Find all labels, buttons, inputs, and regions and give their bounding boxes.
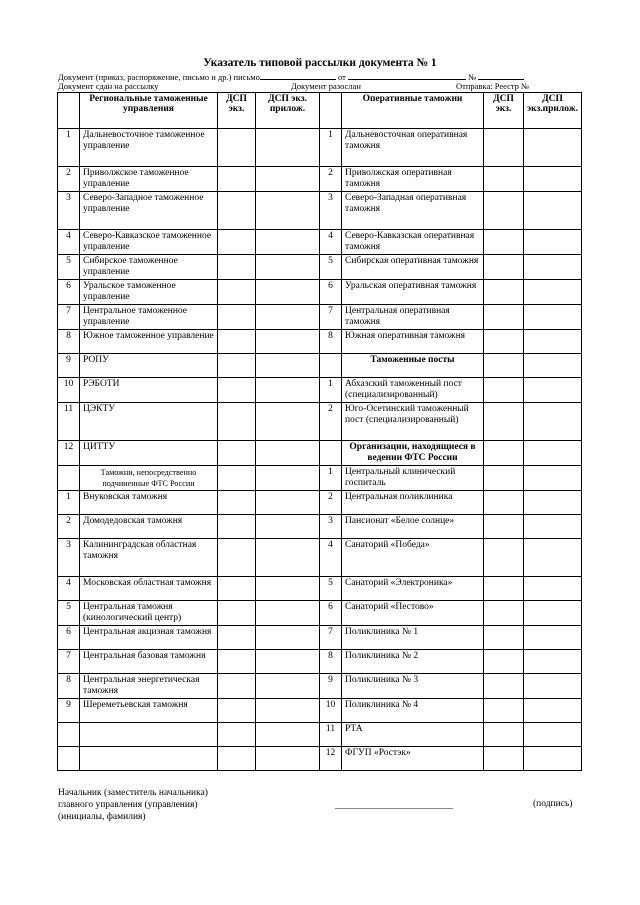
right-number-cell bbox=[320, 441, 342, 466]
right-dsp-attachments-cell[interactable] bbox=[524, 626, 582, 650]
table-row bbox=[58, 255, 582, 280]
left-dsp-attachments-cell[interactable] bbox=[256, 441, 320, 466]
right-name-cell: РТА bbox=[342, 723, 484, 747]
header-right-dsp: ДСП экз. bbox=[484, 93, 524, 129]
table-row bbox=[58, 577, 582, 601]
right-dsp-attachments-cell[interactable] bbox=[524, 491, 582, 515]
right-name-cell: Приволжская оперативная таможня bbox=[342, 167, 484, 192]
left-number-cell: 1 bbox=[58, 129, 80, 167]
left-number-cell: 9 bbox=[58, 354, 80, 378]
right-number-cell: 6 bbox=[320, 280, 342, 305]
right-dsp-attachments-cell[interactable] bbox=[524, 378, 582, 403]
left-dsp-cell[interactable] bbox=[218, 626, 256, 650]
left-dsp-cell[interactable] bbox=[218, 699, 256, 723]
left-dsp-cell[interactable] bbox=[218, 650, 256, 674]
left-number-cell: 8 bbox=[58, 330, 80, 354]
table-row bbox=[58, 650, 582, 674]
right-name-cell: Северо-Кавказская оперативная таможня bbox=[342, 230, 484, 255]
right-dsp-cell[interactable] bbox=[484, 539, 524, 577]
dispatch-label: Отправка: Реестр № bbox=[456, 81, 530, 91]
table-row bbox=[58, 354, 582, 378]
left-dsp-cell[interactable] bbox=[218, 305, 256, 330]
table-row bbox=[58, 515, 582, 539]
right-dsp-cell[interactable] bbox=[484, 723, 524, 747]
right-name-cell: Юго-Осетинский таможенный пост (специализированный) bbox=[342, 403, 484, 441]
left-dsp-attachments-cell[interactable] bbox=[256, 280, 320, 305]
left-number-cell: 10 bbox=[58, 378, 80, 403]
right-number-cell: 4 bbox=[320, 230, 342, 255]
right-number-cell: 5 bbox=[320, 255, 342, 280]
right-dsp-attachments-cell[interactable] bbox=[524, 674, 582, 699]
left-number-cell: 3 bbox=[58, 539, 80, 577]
left-name-cell: Южное таможенное управление bbox=[80, 330, 218, 354]
right-dsp-cell[interactable] bbox=[484, 280, 524, 305]
right-number-cell: 2 bbox=[320, 167, 342, 192]
right-dsp-cell[interactable] bbox=[484, 626, 524, 650]
right-name-cell: Поликлиника № 4 bbox=[342, 699, 484, 723]
right-name-cell: Абхазский таможенный пост (специализированный) bbox=[342, 378, 484, 403]
right-number-cell: 7 bbox=[320, 305, 342, 330]
signature-position-line2: главного управления (управления) bbox=[58, 800, 198, 810]
left-number-cell: 5 bbox=[58, 601, 80, 626]
left-number-cell: 4 bbox=[58, 577, 80, 601]
table-row bbox=[58, 129, 582, 167]
right-name-cell: Центральная оперативная таможня bbox=[342, 305, 484, 330]
right-dsp-attachments-cell[interactable] bbox=[524, 280, 582, 305]
right-number-cell: 3 bbox=[320, 515, 342, 539]
left-dsp-attachments-cell[interactable] bbox=[256, 539, 320, 577]
right-name-cell: Поликлиника № 2 bbox=[342, 650, 484, 674]
left-dsp-attachments-cell[interactable] bbox=[256, 577, 320, 601]
left-dsp-attachments-cell[interactable] bbox=[256, 255, 320, 280]
right-dsp-cell[interactable] bbox=[484, 699, 524, 723]
left-dsp-attachments-cell[interactable] bbox=[256, 378, 320, 403]
right-name-cell: Сибирская оперативная таможня bbox=[342, 255, 484, 280]
right-number-cell: 1 bbox=[320, 378, 342, 403]
left-dsp-cell[interactable] bbox=[218, 723, 256, 747]
left-name-cell: Приволжское таможенное управление bbox=[80, 167, 218, 192]
left-number-cell: 12 bbox=[58, 441, 80, 466]
left-number-cell: 3 bbox=[58, 192, 80, 230]
left-name-cell: РОПУ bbox=[80, 354, 218, 378]
left-number-cell: 2 bbox=[58, 167, 80, 192]
signature-field[interactable] bbox=[335, 808, 453, 809]
right-name-cell: Санаторий «Победа» bbox=[342, 539, 484, 577]
header-left-dsp: ДСП экз. bbox=[218, 93, 256, 129]
right-name-cell: Поликлиника № 3 bbox=[342, 674, 484, 699]
document-type-label: Документ (приказ, распоряжение, письмо и др.) письмо bbox=[58, 72, 260, 82]
right-number-cell: 6 bbox=[320, 601, 342, 626]
right-dsp-cell[interactable] bbox=[484, 305, 524, 330]
right-name-cell: Санаторий «Пестово» bbox=[342, 601, 484, 626]
right-name-cell: ФГУП «Ростэк» bbox=[342, 747, 484, 771]
right-dsp-cell[interactable] bbox=[484, 650, 524, 674]
left-dsp-attachments-cell[interactable] bbox=[256, 330, 320, 354]
right-name-cell: Центральная поликлиника bbox=[342, 491, 484, 515]
left-number-cell bbox=[58, 723, 80, 747]
right-number-cell: 2 bbox=[320, 491, 342, 515]
signature-label: (подпись) bbox=[533, 799, 573, 809]
signature-name-line: (инициалы, фамилия) bbox=[58, 812, 146, 822]
header-right-number bbox=[320, 93, 342, 129]
right-name-cell: Центральный клинический госпиталь bbox=[342, 466, 484, 491]
right-dsp-attachments-cell[interactable] bbox=[524, 330, 582, 354]
table-row bbox=[58, 305, 582, 330]
left-dsp-attachments-cell[interactable] bbox=[256, 466, 320, 491]
left-dsp-attachments-cell[interactable] bbox=[256, 305, 320, 330]
right-number-cell: 11 bbox=[320, 723, 342, 747]
left-dsp-cell[interactable] bbox=[218, 601, 256, 626]
right-dsp-attachments-cell[interactable] bbox=[524, 230, 582, 255]
left-dsp-cell[interactable] bbox=[218, 330, 256, 354]
right-dsp-cell[interactable] bbox=[484, 129, 524, 167]
left-number-cell: 9 bbox=[58, 699, 80, 723]
table-row bbox=[58, 601, 582, 626]
table-row bbox=[58, 230, 582, 255]
right-dsp-cell[interactable] bbox=[484, 441, 524, 466]
right-dsp-attachments-cell[interactable] bbox=[524, 403, 582, 441]
table-row bbox=[58, 167, 582, 192]
left-name-cell: ЦИТТУ bbox=[80, 441, 218, 466]
left-dsp-attachments-cell[interactable] bbox=[256, 626, 320, 650]
left-number-cell bbox=[58, 747, 80, 771]
right-dsp-cell[interactable] bbox=[484, 747, 524, 771]
left-name-cell: Северо-Кавказское таможенное управление bbox=[80, 230, 218, 255]
right-dsp-cell[interactable] bbox=[484, 330, 524, 354]
left-name-cell: Дальневосточное таможенное управление bbox=[80, 129, 218, 167]
right-dsp-attachments-cell[interactable] bbox=[524, 354, 582, 378]
left-dsp-attachments-cell[interactable] bbox=[256, 230, 320, 255]
left-number-cell: 11 bbox=[58, 403, 80, 441]
signature-position-line1: Начальник (заместитель начальника) bbox=[58, 788, 208, 798]
table-row bbox=[58, 674, 582, 699]
left-dsp-cell[interactable] bbox=[218, 674, 256, 699]
left-name-cell: Шереметьевская таможня bbox=[80, 699, 218, 723]
table-row bbox=[58, 747, 582, 771]
right-dsp-attachments-cell[interactable] bbox=[524, 601, 582, 626]
right-number-cell: 2 bbox=[320, 403, 342, 441]
right-dsp-attachments-cell[interactable] bbox=[524, 305, 582, 330]
document-type-field[interactable] bbox=[260, 71, 336, 80]
left-number-cell: 6 bbox=[58, 626, 80, 650]
right-number-cell: 3 bbox=[320, 192, 342, 230]
right-name-cell: Поликлиника № 1 bbox=[342, 626, 484, 650]
header-left-name: Региональные таможенные управления bbox=[80, 93, 218, 129]
left-dsp-cell[interactable] bbox=[218, 280, 256, 305]
left-name-cell: Центральная акцизная таможня bbox=[80, 626, 218, 650]
left-dsp-cell[interactable] bbox=[218, 441, 256, 466]
left-name-cell: Калининградская областная таможня bbox=[80, 539, 218, 577]
left-name-cell: Центральная таможня (кинологический центр) bbox=[80, 601, 218, 626]
left-name-cell: Центральная базовая таможня bbox=[80, 650, 218, 674]
right-name-cell: Уральская оперативная таможня bbox=[342, 280, 484, 305]
right-name-cell: Организации, находящиеся в ведении ФТС России bbox=[342, 441, 484, 466]
right-dsp-attachments-cell[interactable] bbox=[524, 539, 582, 577]
right-number-cell: 1 bbox=[320, 129, 342, 167]
left-dsp-cell[interactable] bbox=[218, 129, 256, 167]
left-number-cell bbox=[58, 466, 80, 491]
left-dsp-attachments-cell[interactable] bbox=[256, 403, 320, 441]
left-dsp-cell[interactable] bbox=[218, 515, 256, 539]
right-dsp-attachments-cell[interactable] bbox=[524, 515, 582, 539]
left-name-cell: Московская областная таможня bbox=[80, 577, 218, 601]
right-name-cell: Дальневосточная оперативная таможня bbox=[342, 129, 484, 167]
right-dsp-attachments-cell[interactable] bbox=[524, 192, 582, 230]
left-dsp-cell[interactable] bbox=[218, 403, 256, 441]
left-name-cell: Домодедовская таможня bbox=[80, 515, 218, 539]
left-dsp-cell[interactable] bbox=[218, 354, 256, 378]
right-name-cell: Пансионат «Белое солнце» bbox=[342, 515, 484, 539]
right-dsp-cell[interactable] bbox=[484, 255, 524, 280]
left-number-cell: 7 bbox=[58, 650, 80, 674]
left-name-cell: ЦЭКТУ bbox=[80, 403, 218, 441]
left-dsp-attachments-cell[interactable] bbox=[256, 650, 320, 674]
left-number-cell: 2 bbox=[58, 515, 80, 539]
left-dsp-cell[interactable] bbox=[218, 491, 256, 515]
right-name-cell: Таможенные посты bbox=[342, 354, 484, 378]
right-number-cell: 4 bbox=[320, 539, 342, 577]
left-dsp-attachments-cell[interactable] bbox=[256, 129, 320, 167]
date-label: от bbox=[338, 72, 346, 82]
right-dsp-cell[interactable] bbox=[484, 403, 524, 441]
left-dsp-attachments-cell[interactable] bbox=[256, 723, 320, 747]
table-row bbox=[58, 491, 582, 515]
left-dsp-cell[interactable] bbox=[218, 255, 256, 280]
right-number-cell: 5 bbox=[320, 577, 342, 601]
table-header-row bbox=[58, 93, 582, 129]
left-dsp-cell[interactable] bbox=[218, 378, 256, 403]
right-number-cell: 8 bbox=[320, 330, 342, 354]
header-right-name: Оперативные таможни bbox=[342, 93, 484, 129]
distribution-table bbox=[57, 92, 582, 771]
distributed-label: Документ разослан bbox=[291, 81, 361, 91]
left-dsp-cell[interactable] bbox=[218, 466, 256, 491]
left-name-cell: Центральное таможенное управление bbox=[80, 305, 218, 330]
left-name-cell: Северо-Западное таможенное управление bbox=[80, 192, 218, 230]
left-dsp-cell[interactable] bbox=[218, 192, 256, 230]
left-dsp-attachments-cell[interactable] bbox=[256, 192, 320, 230]
table-row bbox=[58, 466, 582, 491]
right-dsp-attachments-cell[interactable] bbox=[524, 747, 582, 771]
left-name-cell: Внуковская таможня bbox=[80, 491, 218, 515]
right-name-cell: Северо-Западная оперативная таможня bbox=[342, 192, 484, 230]
document-title: Указатель типовой рассылки документа № 1 bbox=[203, 57, 437, 69]
left-dsp-attachments-cell[interactable] bbox=[256, 515, 320, 539]
right-name-cell: Санаторий «Электроника» bbox=[342, 577, 484, 601]
left-name-cell: Уральское таможенное управление bbox=[80, 280, 218, 305]
right-dsp-attachments-cell[interactable] bbox=[524, 129, 582, 167]
right-dsp-attachments-cell[interactable] bbox=[524, 699, 582, 723]
right-number-cell: 10 bbox=[320, 699, 342, 723]
right-dsp-attachments-cell[interactable] bbox=[524, 466, 582, 491]
right-dsp-cell[interactable] bbox=[484, 354, 524, 378]
table-row bbox=[58, 441, 582, 466]
left-name-cell: РЭБОТИ bbox=[80, 378, 218, 403]
right-dsp-cell[interactable] bbox=[484, 378, 524, 403]
left-number-cell: 5 bbox=[58, 255, 80, 280]
left-number-cell: 1 bbox=[58, 491, 80, 515]
right-dsp-cell[interactable] bbox=[484, 601, 524, 626]
left-dsp-cell[interactable] bbox=[218, 167, 256, 192]
right-number-cell: 8 bbox=[320, 650, 342, 674]
table-row bbox=[58, 626, 582, 650]
left-name-cell: Сибирское таможенное управление bbox=[80, 255, 218, 280]
left-dsp-attachments-cell[interactable] bbox=[256, 601, 320, 626]
table-row bbox=[58, 378, 582, 403]
right-dsp-attachments-cell[interactable] bbox=[524, 577, 582, 601]
right-dsp-cell[interactable] bbox=[484, 466, 524, 491]
left-name-cell: Центральная энергетическая таможня bbox=[80, 674, 218, 699]
date-field[interactable] bbox=[348, 71, 466, 80]
right-dsp-cell[interactable] bbox=[484, 577, 524, 601]
right-dsp-attachments-cell[interactable] bbox=[524, 650, 582, 674]
left-dsp-attachments-cell[interactable] bbox=[256, 491, 320, 515]
right-dsp-cell[interactable] bbox=[484, 167, 524, 192]
right-dsp-cell[interactable] bbox=[484, 515, 524, 539]
left-number-cell: 4 bbox=[58, 230, 80, 255]
right-dsp-cell[interactable] bbox=[484, 192, 524, 230]
header-left-number bbox=[58, 93, 80, 129]
left-dsp-cell[interactable] bbox=[218, 230, 256, 255]
right-dsp-attachments-cell[interactable] bbox=[524, 255, 582, 280]
right-number-cell: 1 bbox=[320, 466, 342, 491]
table-row bbox=[58, 330, 582, 354]
left-dsp-attachments-cell[interactable] bbox=[256, 699, 320, 723]
left-number-cell: 8 bbox=[58, 674, 80, 699]
right-number-cell: 9 bbox=[320, 674, 342, 699]
left-dsp-attachments-cell[interactable] bbox=[256, 167, 320, 192]
left-dsp-cell[interactable] bbox=[218, 577, 256, 601]
left-dsp-cell[interactable] bbox=[218, 539, 256, 577]
table-row bbox=[58, 192, 582, 230]
left-dsp-attachments-cell[interactable] bbox=[256, 747, 320, 771]
right-number-cell: 7 bbox=[320, 626, 342, 650]
table-row bbox=[58, 723, 582, 747]
right-dsp-cell[interactable] bbox=[484, 674, 524, 699]
right-dsp-cell[interactable] bbox=[484, 230, 524, 255]
right-dsp-cell[interactable] bbox=[484, 491, 524, 515]
sent-label: Документ сдан на рассылку bbox=[58, 81, 159, 91]
left-dsp-cell[interactable] bbox=[218, 747, 256, 771]
number-field[interactable] bbox=[478, 71, 524, 80]
right-dsp-attachments-cell[interactable] bbox=[524, 723, 582, 747]
left-name-cell: Таможни, непосредственно подчиненные ФТС России bbox=[80, 466, 218, 491]
left-number-cell: 7 bbox=[58, 305, 80, 330]
right-dsp-attachments-cell[interactable] bbox=[524, 441, 582, 466]
left-name-cell bbox=[80, 747, 218, 771]
table-row bbox=[58, 539, 582, 577]
right-dsp-attachments-cell[interactable] bbox=[524, 167, 582, 192]
number-label: № bbox=[468, 72, 477, 82]
right-name-cell: Южная оперативная таможня bbox=[342, 330, 484, 354]
left-number-cell: 6 bbox=[58, 280, 80, 305]
header-left-dsp-attachments: ДСП экз. прилож. bbox=[256, 93, 320, 129]
left-dsp-attachments-cell[interactable] bbox=[256, 354, 320, 378]
left-dsp-attachments-cell[interactable] bbox=[256, 674, 320, 699]
right-number-cell bbox=[320, 354, 342, 378]
table-row bbox=[58, 699, 582, 723]
table-body bbox=[58, 129, 582, 771]
table-row bbox=[58, 280, 582, 305]
signature-block bbox=[58, 787, 208, 823]
table-row bbox=[58, 403, 582, 441]
header-right-dsp-attachments: ДСП экз.прилож. bbox=[524, 93, 582, 129]
right-number-cell: 12 bbox=[320, 747, 342, 771]
left-name-cell bbox=[80, 723, 218, 747]
